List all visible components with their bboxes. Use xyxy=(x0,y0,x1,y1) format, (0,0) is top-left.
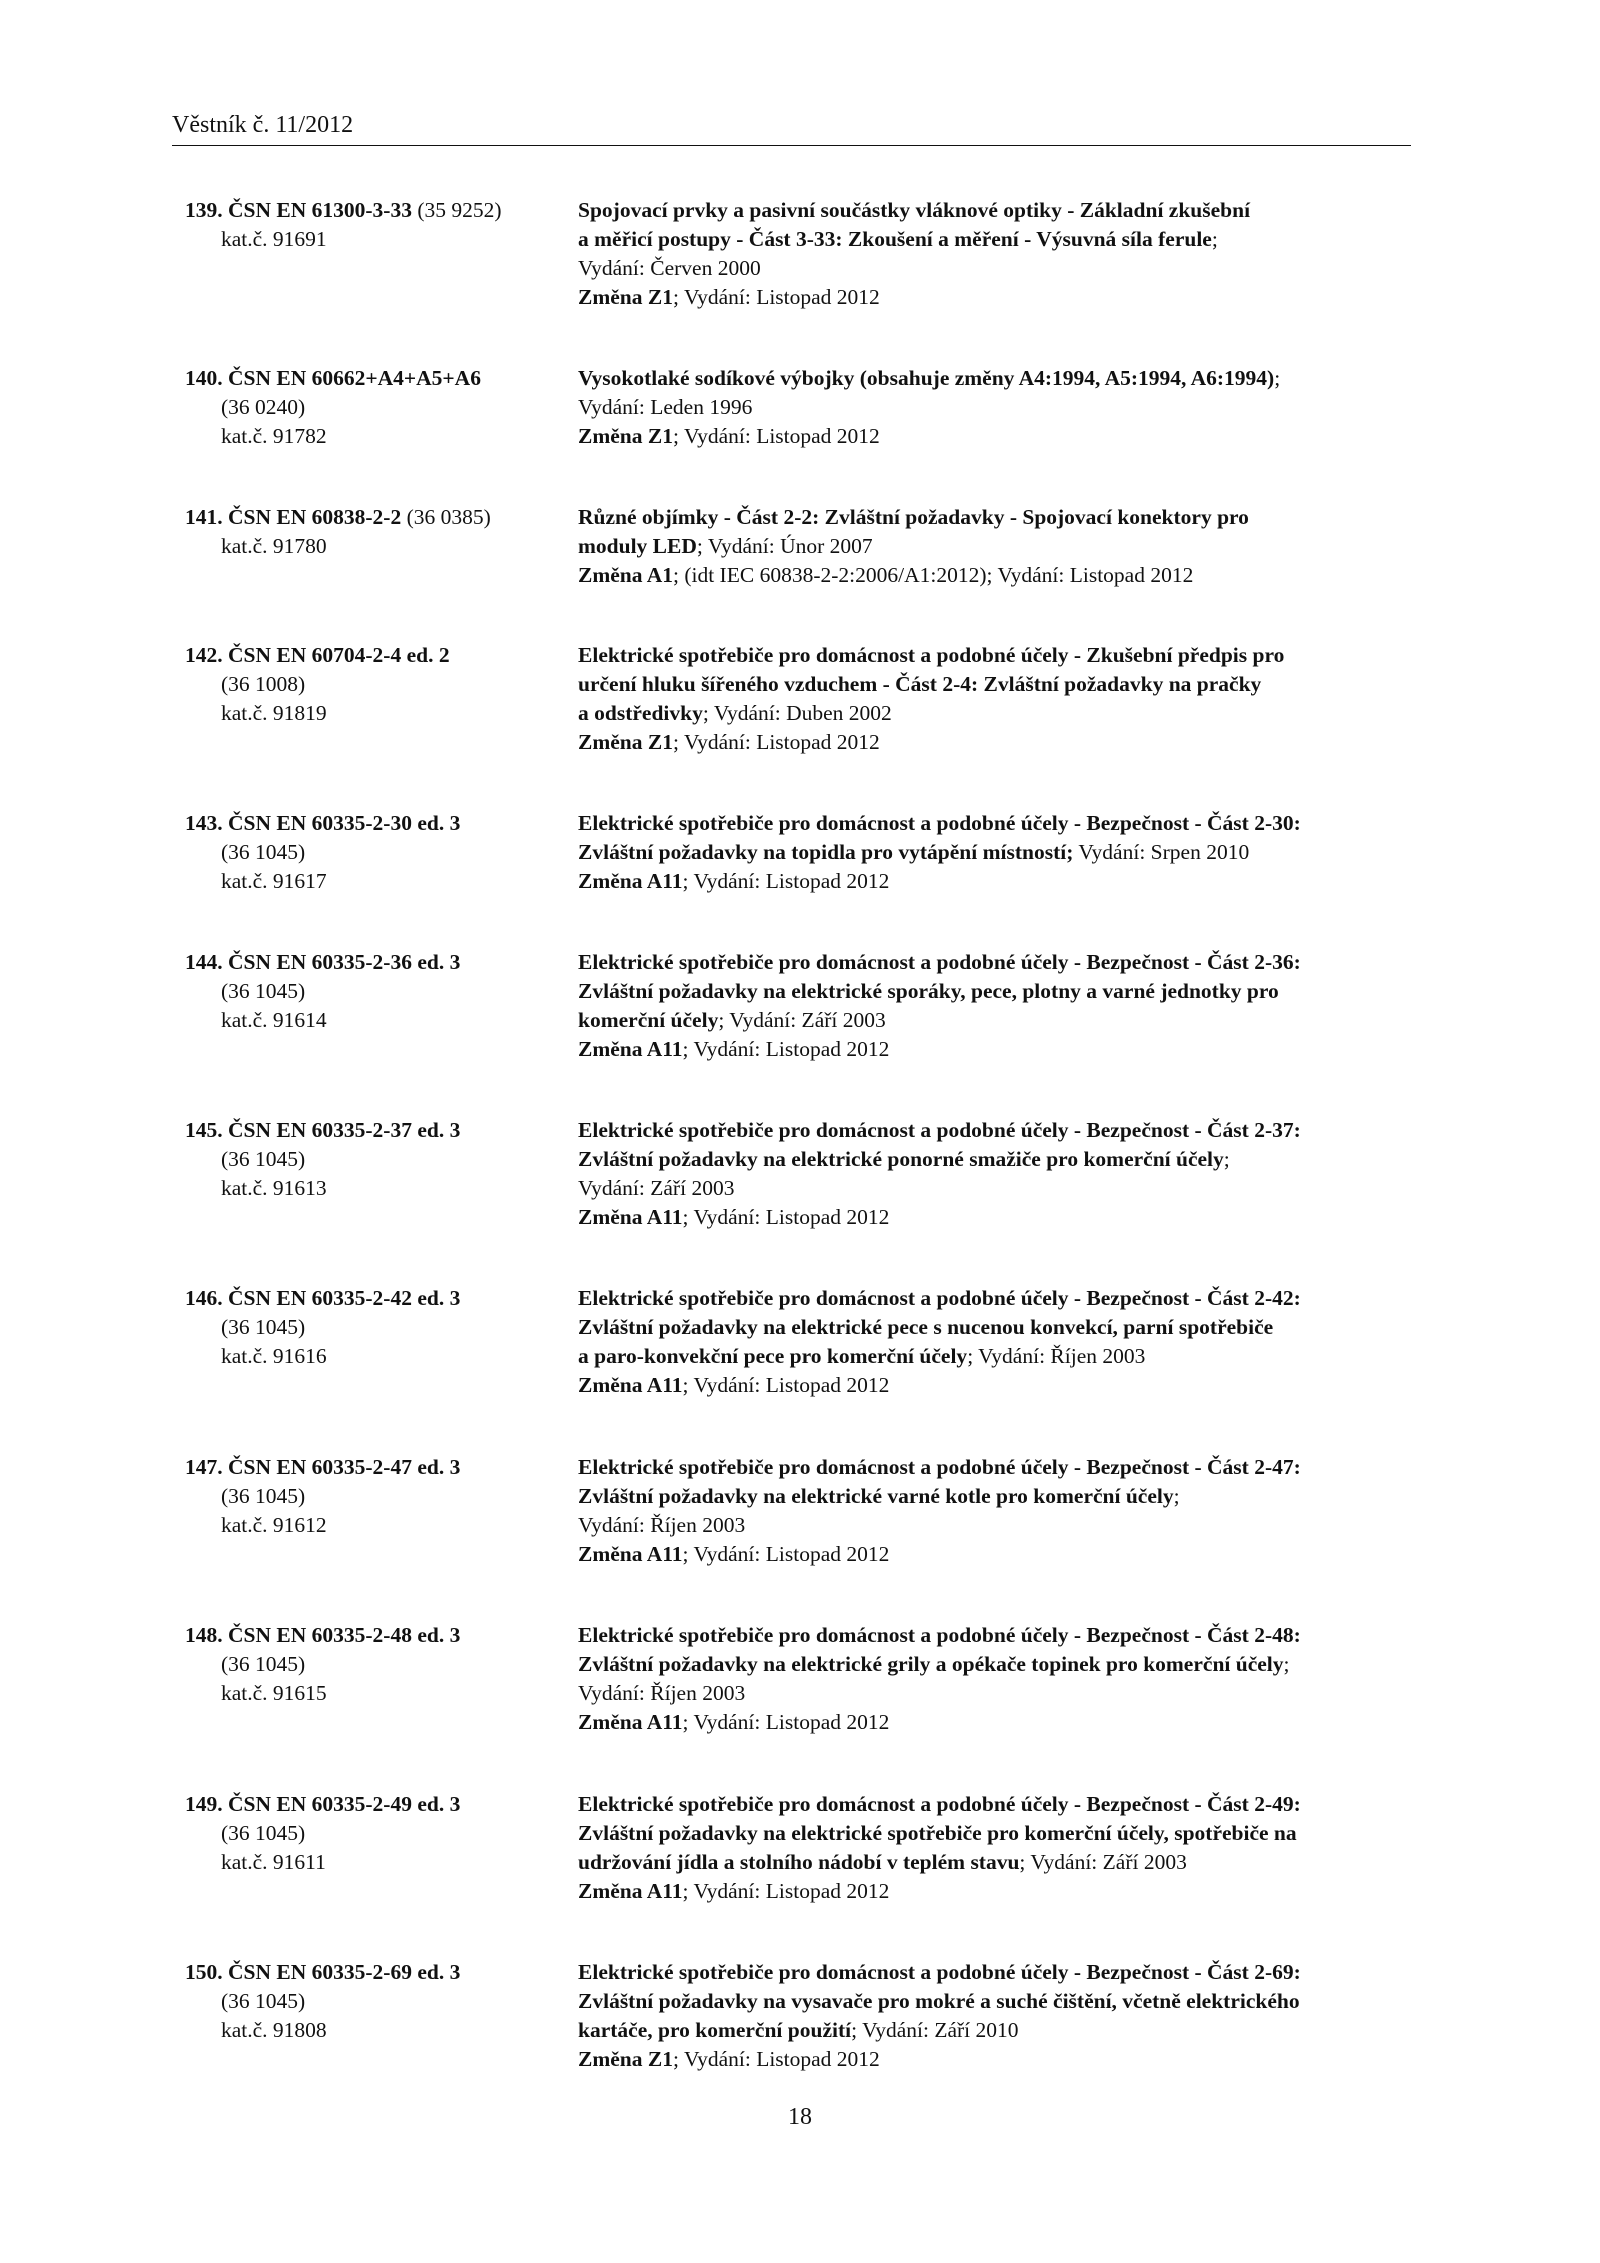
amendment-label: Změna A11 xyxy=(578,1710,683,1734)
title-line: Vysokotlaké sodíkové výbojky (obsahuje změny A4:1994, A5:1994, A6:1994) xyxy=(578,366,1275,390)
catalog-number: kat.č. 91615 xyxy=(221,1681,327,1705)
entry-description: Elektrické spotřebiče pro domácnost a podobné účely - Bezpečnost - Část 2-69: Zvláštní požadavky na vysavače pro mokré a suché čištění, včetně elektrického kartáče, pro komerční použití; Vydání: Září 2010 Změna Z1; Vydání: Listopad 2012 xyxy=(578,1960,1301,2071)
class-code: (36 0385) xyxy=(406,505,491,529)
title-line: Zvláštní požadavky na elektrické sporáky, pece, plotny a varné jednotky pro xyxy=(578,979,1279,1003)
entry-designation xyxy=(185,503,565,561)
entry-designation xyxy=(185,641,565,728)
standard-code: ČSN EN 60662+A4+A5+A6 xyxy=(228,366,481,390)
issue-date: Vydání: Září 2010 xyxy=(862,2018,1019,2042)
issue-date: Vydání: Září 2003 xyxy=(1030,1850,1187,1874)
entry-designation xyxy=(185,1621,565,1708)
class-code: (36 1008) xyxy=(221,672,306,696)
entry-designation xyxy=(185,1284,565,1371)
amendment-issue: Vydání: Listopad 2012 xyxy=(997,563,1194,587)
standard-code: ČSN EN 60335-2-36 ed. 3 xyxy=(228,950,461,974)
amendment-label: Změna A1 xyxy=(578,563,673,587)
amendment-label: Změna A11 xyxy=(578,1373,683,1397)
title-line: a měřicí postupy - Část 3-33: Zkoušení a měření - Výsuvná síla ferule xyxy=(578,227,1212,251)
catalog-number: kat.č. 91819 xyxy=(221,701,327,725)
title-line: kartáče, pro komerční použití xyxy=(578,2018,852,2042)
title-line: určení hluku šířeného vzduchem - Část 2-4: Zvláštní požadavky na pračky xyxy=(578,672,1262,696)
entry-designation xyxy=(185,1790,565,1877)
standard-code: ČSN EN 60335-2-42 ed. 3 xyxy=(228,1286,461,1310)
entry-number: 145. xyxy=(185,1118,223,1142)
catalog-number: kat.č. 91782 xyxy=(221,424,327,448)
title-line: Různé objímky - Část 2-2: Zvláštní požadavky - Spojovací konektory pro xyxy=(578,505,1249,529)
title-line: Spojovací prvky a pasivní součástky vláknové optiky - Základní zkušební xyxy=(578,198,1251,222)
amendment-label: Změna A11 xyxy=(578,1542,683,1566)
title-line: a odstředivky xyxy=(578,701,703,725)
standard-code: ČSN EN 61300-3-33 xyxy=(228,198,412,222)
entry-number: 142. xyxy=(185,643,223,667)
catalog-number: kat.č. 91691 xyxy=(221,227,327,251)
entry-description: Elektrické spotřebiče pro domácnost a podobné účely - Bezpečnost - Část 2-49: Zvláštní požadavky na elektrické spotřebiče pro komerční účely, spotřebiče na udržování jídla a stolního nádobí v teplém stavu; Vydání: Září 2003 Změna A11; Vydání: Listopad 2012 xyxy=(578,1792,1301,1903)
issue-date: Vydání: Červen 2000 xyxy=(578,256,761,280)
catalog-number: kat.č. 91616 xyxy=(221,1344,327,1368)
standard-code: ČSN EN 60838-2-2 xyxy=(228,505,402,529)
class-code: (36 1045) xyxy=(221,1315,306,1339)
standard-code: ČSN EN 60335-2-49 ed. 3 xyxy=(228,1792,461,1816)
catalog-number: kat.č. 91613 xyxy=(221,1176,327,1200)
entry-number: 150. xyxy=(185,1960,223,1984)
issue-date: Vydání: Duben 2002 xyxy=(713,701,892,725)
entry-description: Elektrické spotřebiče pro domácnost a podobné účely - Bezpečnost - Část 2-47: Zvláštní požadavky na elektrické varné kotle pro komerční účely; Vydání: Říjen 2003 Změna A11; Vydání: Listopad 2012 xyxy=(578,1453,1428,1569)
entry-number: 143. xyxy=(185,811,223,835)
title-line: Elektrické spotřebiče pro domácnost a podobné účely - Bezpečnost - Část 2-30: xyxy=(578,811,1301,835)
entry-designation xyxy=(185,1116,565,1203)
class-code: (36 1045) xyxy=(221,840,306,864)
page-number: 18 xyxy=(788,2104,812,2130)
title-line: a paro-konvekční pece pro komerční účely xyxy=(578,1344,968,1368)
class-code: (36 0240) xyxy=(221,395,306,419)
running-header: Věstník č. 11/2012 xyxy=(172,112,354,138)
amendment-issue: Vydání: Listopad 2012 xyxy=(683,730,880,754)
amendment-issue: Vydání: Listopad 2012 xyxy=(683,2047,880,2071)
entry-description: Elektrické spotřebiče pro domácnost a podobné účely - Bezpečnost - Část 2-37: Zvláštní požadavky na elektrické ponorné smažiče pro komerční účely; Vydání: Září 2003 Změna A11; Vydání: Listopad 2012 xyxy=(578,1116,1428,1232)
entry-description: Elektrické spotřebiče pro domácnost a podobné účely - Bezpečnost - Část 2-36: Zvláštní požadavky na elektrické sporáky, pece, plotny a varné jednotky pro komerční účely; Vydání: Září 2003 Změna A11; Vydání: Listopad 2012 xyxy=(578,950,1301,1061)
standard-code: ČSN EN 60335-2-69 ed. 3 xyxy=(228,1960,461,1984)
title-line: Elektrické spotřebiče pro domácnost a podobné účely - Zkušební předpis pro xyxy=(578,643,1285,667)
issue-date: Vydání: Říjen 2003 xyxy=(578,1681,746,1705)
title-line: Zvláštní požadavky na topidla pro vytápění místností; xyxy=(578,840,1074,864)
amendment-label: Změna A11 xyxy=(578,869,683,893)
issue-date: Vydání: Září 2003 xyxy=(729,1008,886,1032)
class-code: (36 1045) xyxy=(221,1989,306,2013)
issue-date: Vydání: Únor 2007 xyxy=(707,534,873,558)
issue-date: Vydání: Srpen 2010 xyxy=(1078,840,1250,864)
title-line: Zvláštní požadavky na elektrické grily a opékače topinek pro komerční účely xyxy=(578,1652,1284,1676)
entry-description: Elektrické spotřebiče pro domácnost a podobné účely - Bezpečnost - Část 2-42: Zvláštní požadavky na elektrické pece s nucenou konvekcí, parní spotřebiče a paro-konvekční pece pro komerční účely; Vydání: Říjen 2003 Změna A11; Vydání: Listopad 2012 xyxy=(578,1286,1301,1397)
catalog-number: kat.č. 91808 xyxy=(221,2018,327,2042)
amendment-label: Změna Z1 xyxy=(578,2047,673,2071)
amendment-note: (idt IEC 60838-2-2:2006/A1:2012) xyxy=(684,563,987,587)
entry-description: Vysokotlaké sodíkové výbojky (obsahuje změny A4:1994, A5:1994, A6:1994); Vydání: Leden 1996 Změna Z1; Vydání: Listopad 2012 xyxy=(578,364,1428,451)
title-line: Elektrické spotřebiče pro domácnost a podobné účely - Bezpečnost - Část 2-48: xyxy=(578,1623,1301,1647)
class-code: (35 9252) xyxy=(417,198,502,222)
amendment-issue: Vydání: Listopad 2012 xyxy=(693,1710,890,1734)
title-line: Zvláštní požadavky na vysavače pro mokré a suché čištění, včetně elektrického xyxy=(578,1989,1300,2013)
amendment-issue: Vydání: Listopad 2012 xyxy=(693,1373,890,1397)
entry-designation xyxy=(185,364,565,451)
title-line: Elektrické spotřebiče pro domácnost a podobné účely - Bezpečnost - Část 2-47: xyxy=(578,1455,1301,1479)
entry-number: 147. xyxy=(185,1455,223,1479)
standard-code: ČSN EN 60335-2-30 ed. 3 xyxy=(228,811,461,835)
entry-number: 144. xyxy=(185,950,223,974)
standard-code: ČSN EN 60335-2-47 ed. 3 xyxy=(228,1455,461,1479)
amendment-issue: Vydání: Listopad 2012 xyxy=(683,424,880,448)
title-line: Elektrické spotřebiče pro domácnost a podobné účely - Bezpečnost - Část 2-37: xyxy=(578,1118,1301,1142)
title-line: moduly LED xyxy=(578,534,697,558)
class-code: (36 1045) xyxy=(221,1652,306,1676)
class-code: (36 1045) xyxy=(221,1821,306,1845)
class-code: (36 1045) xyxy=(221,1147,306,1171)
standard-code: ČSN EN 60335-2-48 ed. 3 xyxy=(228,1623,461,1647)
issue-date: Vydání: Říjen 2003 xyxy=(578,1513,746,1537)
issue-date: Vydání: Září 2003 xyxy=(578,1176,735,1200)
entry-description: Elektrické spotřebiče pro domácnost a podobné účely - Bezpečnost - Část 2-30: Zvláštní požadavky na topidla pro vytápění místností; Vydání: Srpen 2010 Změna A11; Vydání: Listopad 2012 xyxy=(578,811,1301,893)
title-line: Zvláštní požadavky na elektrické pece s nucenou konvekcí, parní spotřebiče xyxy=(578,1315,1274,1339)
title-line: Elektrické spotřebiče pro domácnost a podobné účely - Bezpečnost - Část 2-69: xyxy=(578,1960,1301,1984)
catalog-number: kat.č. 91612 xyxy=(221,1513,327,1537)
standard-code: ČSN EN 60335-2-37 ed. 3 xyxy=(228,1118,461,1142)
amendment-issue: Vydání: Listopad 2012 xyxy=(683,285,880,309)
amendment-label: Změna A11 xyxy=(578,1205,683,1229)
title-line: udržování jídla a stolního nádobí v teplém stavu xyxy=(578,1850,1020,1874)
amendment-label: Změna Z1 xyxy=(578,730,673,754)
title-line: komerční účely xyxy=(578,1008,719,1032)
class-code: (36 1045) xyxy=(221,979,306,1003)
entry-designation xyxy=(185,809,565,896)
issue-date: Vydání: Říjen 2003 xyxy=(978,1344,1146,1368)
entry-number: 140. xyxy=(185,366,223,390)
entry-number: 149. xyxy=(185,1792,223,1816)
entry-designation xyxy=(185,948,565,1035)
title-line: Elektrické spotřebiče pro domácnost a podobné účely - Bezpečnost - Část 2-42: xyxy=(578,1286,1301,1310)
amendment-issue: Vydání: Listopad 2012 xyxy=(693,1037,890,1061)
header-rule xyxy=(172,145,1411,146)
catalog-number: kat.č. 91614 xyxy=(221,1008,327,1032)
catalog-number: kat.č. 91780 xyxy=(221,534,327,558)
title-line: Zvláštní požadavky na elektrické ponorné smažiče pro komerční účely xyxy=(578,1147,1224,1171)
title-line: Elektrické spotřebiče pro domácnost a podobné účely - Bezpečnost - Část 2-36: xyxy=(578,950,1301,974)
entry-description: Elektrické spotřebiče pro domácnost a podobné účely - Bezpečnost - Část 2-48: Zvláštní požadavky na elektrické grily a opékače topinek pro komerční účely; Vydání: Říjen 2003 Změna A11; Vydání: Listopad 2012 xyxy=(578,1621,1428,1737)
title-line: Zvláštní požadavky na elektrické varné kotle pro komerční účely xyxy=(578,1484,1174,1508)
entry-description: Elektrické spotřebiče pro domácnost a podobné účely - Zkušební předpis pro určení hluku šířeného vzduchem - Část 2-4: Zvláštní požadavky na pračky a odstředivky; Vydání: Duben 2002 Změna Z1; Vydání: Listopad 2012 xyxy=(578,643,1285,754)
title-line: Elektrické spotřebiče pro domácnost a podobné účely - Bezpečnost - Část 2-49: xyxy=(578,1792,1301,1816)
amendment-issue: Vydání: Listopad 2012 xyxy=(693,1542,890,1566)
entry-number: 141. xyxy=(185,505,223,529)
issue-date: Vydání: Leden 1996 xyxy=(578,395,753,419)
entry-number: 139. xyxy=(185,198,223,222)
entry-description: Spojovací prvky a pasivní součástky vláknové optiky - Základní zkušební a měřicí postupy - Část 3-33: Zkoušení a měření - Výsuvná síla ferule; Vydání: Červen 2000 Změna Z1; Vydání: Listopad 2012 xyxy=(578,196,1428,312)
title-line: Zvláštní požadavky na elektrické spotřebiče pro komerční účely, spotřebiče na xyxy=(578,1821,1297,1845)
standard-code: ČSN EN 60704-2-4 ed. 2 xyxy=(228,643,450,667)
catalog-number: kat.č. 91611 xyxy=(221,1850,326,1874)
amendment-label: Změna Z1 xyxy=(578,424,673,448)
entry-description: Různé objímky - Část 2-2: Zvláštní požadavky - Spojovací konektory pro moduly LED; Vydání: Únor 2007 Změna A1; (idt IEC 60838-2-2:2006/A1:2012); Vydání: Listopad 2012 xyxy=(578,505,1249,587)
entry-number: 148. xyxy=(185,1623,223,1647)
class-code: (36 1045) xyxy=(221,1484,306,1508)
amendment-label: Změna Z1 xyxy=(578,285,673,309)
amendment-label: Změna A11 xyxy=(578,1037,683,1061)
entry-designation xyxy=(185,196,565,254)
entry-designation xyxy=(185,1958,565,2045)
amendment-issue: Vydání: Listopad 2012 xyxy=(693,1205,890,1229)
amendment-issue: Vydání: Listopad 2012 xyxy=(693,1879,890,1903)
catalog-number: kat.č. 91617 xyxy=(221,869,327,893)
amendment-issue: Vydání: Listopad 2012 xyxy=(693,869,890,893)
amendment-label: Změna A11 xyxy=(578,1879,683,1903)
entry-number: 146. xyxy=(185,1286,223,1310)
entry-designation xyxy=(185,1453,565,1540)
